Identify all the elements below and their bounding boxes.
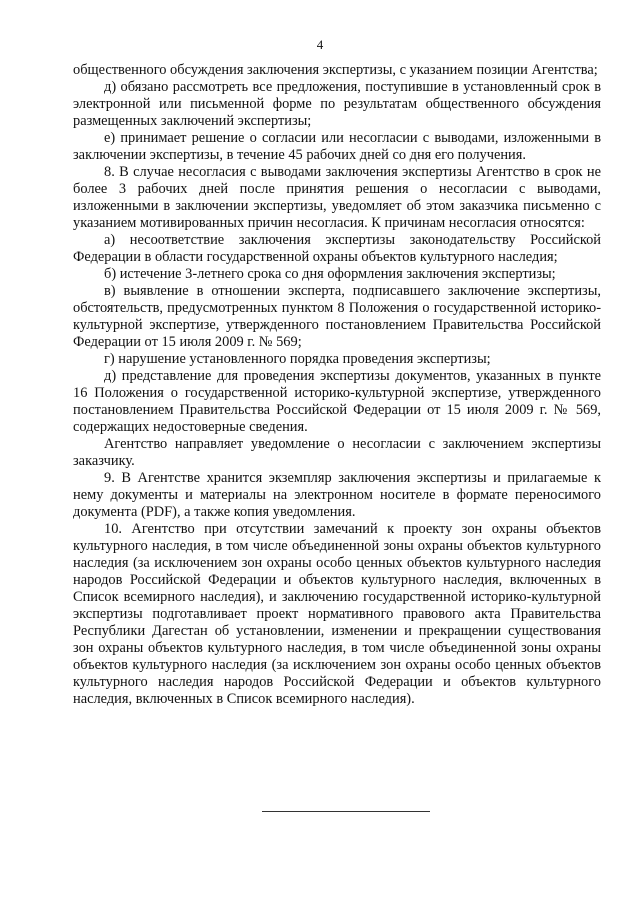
document-body	[73, 62, 601, 708]
paragraph-clause-8: 8. В случае несогласия с выводами заключения экспертизы Агентство в срок не более 3 рабочих дней после принятия решения о несогласии с выводами, изложенными в заключении экспертизы, уведомляет об этом заказчика письменно с указанием мотивированных причин несогласия. К причинам несогласия относятся:	[73, 164, 601, 231]
paragraph-item-b: б) истечение 3-летнего срока со дня оформления заключения экспертизы;	[104, 266, 556, 282]
paragraph-item-a: а) несоответствие заключения экспертизы законодательству Российской Федерации в области государственной охраны объектов культурного наследия;	[73, 232, 601, 265]
paragraph-item-g: г) нарушение установленного порядка проведения экспертизы;	[104, 351, 491, 367]
paragraph-item-d-documents: д) представление для проведения экспертизы документов, указанных в пункте 16 Положения о государственной историко-культурной экспертизе, утвержденного постановлением Правительства Российской Федерации от 15 июля 2009 г. № 569, содержащих недостоверные сведения.	[73, 368, 601, 435]
end-divider	[262, 811, 430, 812]
paragraph-item-d-proposals: д) обязано рассмотреть все предложения, поступившие в установленный срок в электронной или письменной форме по результатам общественного обсуждения размещенных заключений экспертизы;	[73, 79, 601, 129]
page-number: 4	[316, 37, 324, 52]
paragraph-item-v: в) выявление в отношении эксперта, подписавшего заключение экспертизы, обстоятельств, предусмотренных пунктом 8 Положения о государственной историко-культурной экспертизе, утвержденного постановлением Правительства Российской Федерации от 15 июля 2009 г. № 569;	[73, 283, 601, 350]
paragraph-clause-10: 10. Агентство при отсутствии замечаний к проекту зон охраны объектов культурного наследия, в том числе объединенной зоны охраны объектов культурного наследия (за исключением зон охраны особо ценных объектов культурного наследия народов Российской Федерации и объектов культурного наследия, включенных в Список всемирного наследия), и заключению государственной историко-культурной экспертизы подготавливает проект нормативного правового акта Правительства Республики Дагестан об установлении, изменении и прекращении существования зон охраны объектов культурного наследия, в том числе объединенной зоны охраны объектов культурного наследия (за исключением зон охраны особо ценных объектов культурного наследия народов Российской Федерации и объектов культурного наследия, включенных в Список всемирного наследия).	[73, 521, 601, 707]
paragraph-notice: Агентство направляет уведомление о несогласии с заключением экспертизы заказчику.	[73, 436, 601, 469]
paragraph-item-e-decision: е) принимает решение о согласии или несогласии с выводами, изложенными в заключении экспертизы, в течение 45 рабочих дней со дня его получения.	[73, 130, 601, 163]
paragraph-continuation: общественного обсуждения заключения экспертизы, с указанием позиции Агентства;	[73, 62, 598, 78]
paragraph-clause-9: 9. В Агентстве хранится экземпляр заключения экспертизы и прилагаемые к нему документы и материалы на электронном носителе в формате переносимого документа (PDF), а также копия уведомления.	[73, 470, 601, 520]
